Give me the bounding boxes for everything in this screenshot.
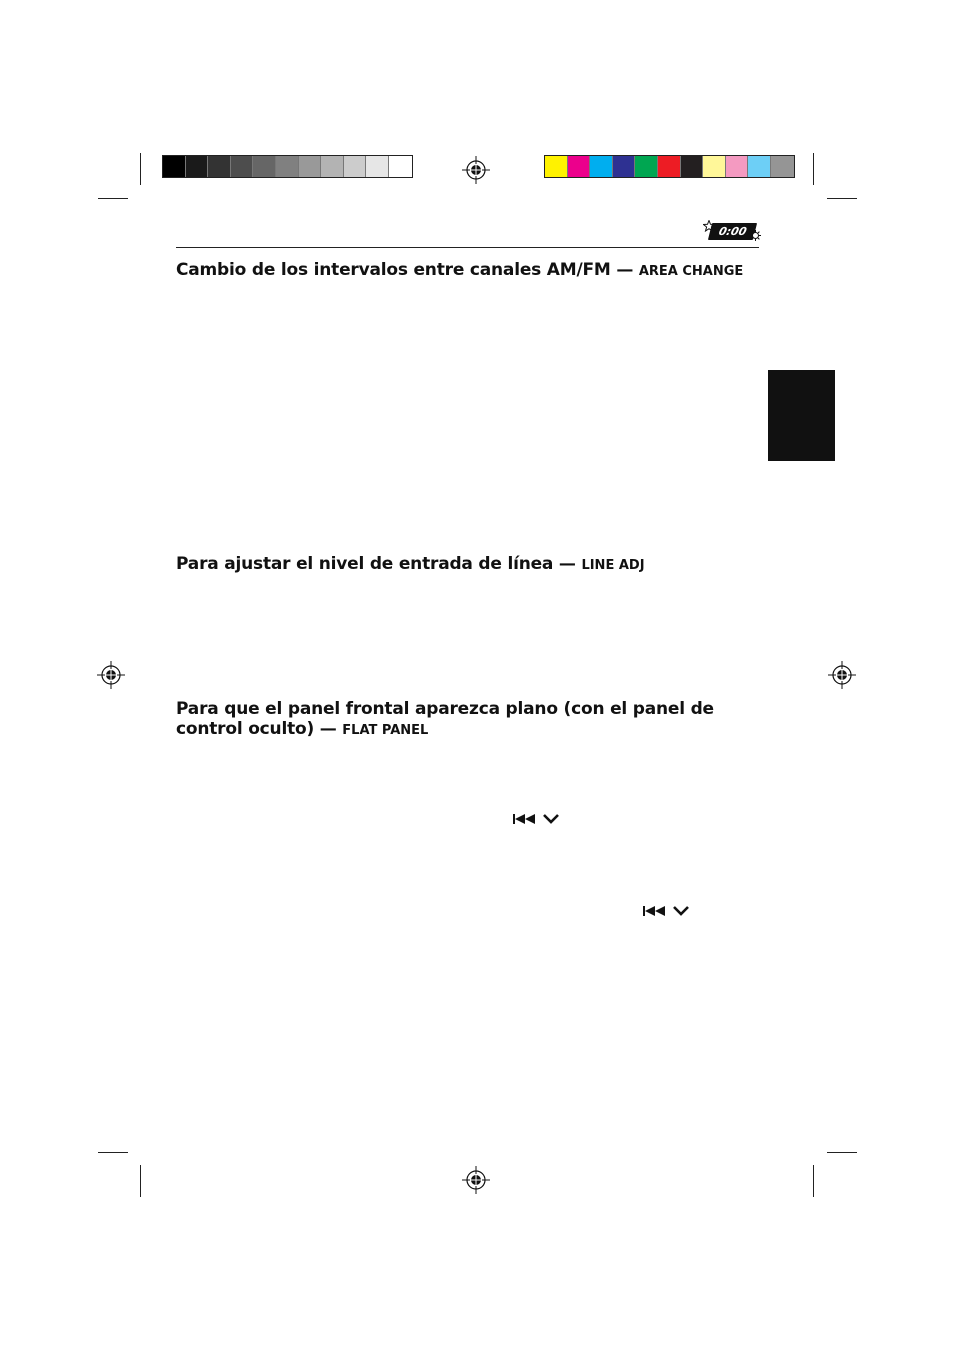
registration-mark-icon [462, 1166, 490, 1194]
calibration-swatch [208, 156, 231, 177]
color-calibration-bar [544, 155, 795, 178]
crop-mark [140, 153, 141, 185]
calibration-swatch [366, 156, 389, 177]
crop-mark [813, 1165, 814, 1197]
heading-line-adj [176, 554, 645, 576]
heading-tag: LINE ADJ [581, 558, 645, 573]
header-icon-group [703, 220, 761, 242]
calibration-swatch [568, 156, 591, 177]
calibration-swatch [186, 156, 209, 177]
registration-mark-icon [462, 156, 490, 184]
heading-tag: AREA CHANGE [638, 264, 744, 279]
calibration-swatch [681, 156, 704, 177]
crop-mark [827, 1152, 857, 1153]
heading-text-line1: Para que el panel frontal aparezca plano (con el panel de [176, 699, 714, 719]
calibration-swatch [276, 156, 299, 177]
calibration-swatch [299, 156, 322, 177]
crop-mark [98, 1152, 128, 1153]
heading-flat-panel [176, 699, 714, 741]
header-rule [176, 247, 759, 248]
calibration-swatch [590, 156, 613, 177]
grayscale-calibration-bar [162, 155, 413, 178]
heading-area-change [176, 260, 743, 282]
calibration-swatch [703, 156, 726, 177]
skip-back-down-icon [643, 904, 690, 918]
calibration-swatch [389, 156, 412, 177]
heading-text: Para ajustar el nivel de entrada de línea — [176, 554, 582, 574]
heading-tag: FLAT PANEL [342, 723, 429, 738]
calibration-swatch [545, 156, 568, 177]
skip-back-down-icon [513, 812, 560, 826]
calibration-swatch [726, 156, 749, 177]
calibration-swatch [253, 156, 276, 177]
calibration-swatch [613, 156, 636, 177]
crop-mark [98, 198, 128, 199]
calibration-swatch [748, 156, 771, 177]
heading-text-line2: control oculto) — [176, 719, 343, 739]
calibration-swatch [163, 156, 186, 177]
heading-text: Cambio de los intervalos entre canales AM/FM — [176, 260, 639, 280]
registration-mark-icon [828, 661, 856, 689]
calibration-swatch [635, 156, 658, 177]
registration-mark-icon [97, 661, 125, 689]
calibration-swatch [231, 156, 254, 177]
crop-mark [140, 1165, 141, 1197]
calibration-swatch [321, 156, 344, 177]
calibration-swatch [344, 156, 367, 177]
calibration-swatch [771, 156, 794, 177]
calibration-swatch [658, 156, 681, 177]
crop-mark [827, 198, 857, 199]
section-tab [768, 370, 835, 461]
gear-icon [750, 230, 761, 241]
crop-mark [813, 153, 814, 185]
clock-display-text: 0:00 [717, 225, 748, 238]
